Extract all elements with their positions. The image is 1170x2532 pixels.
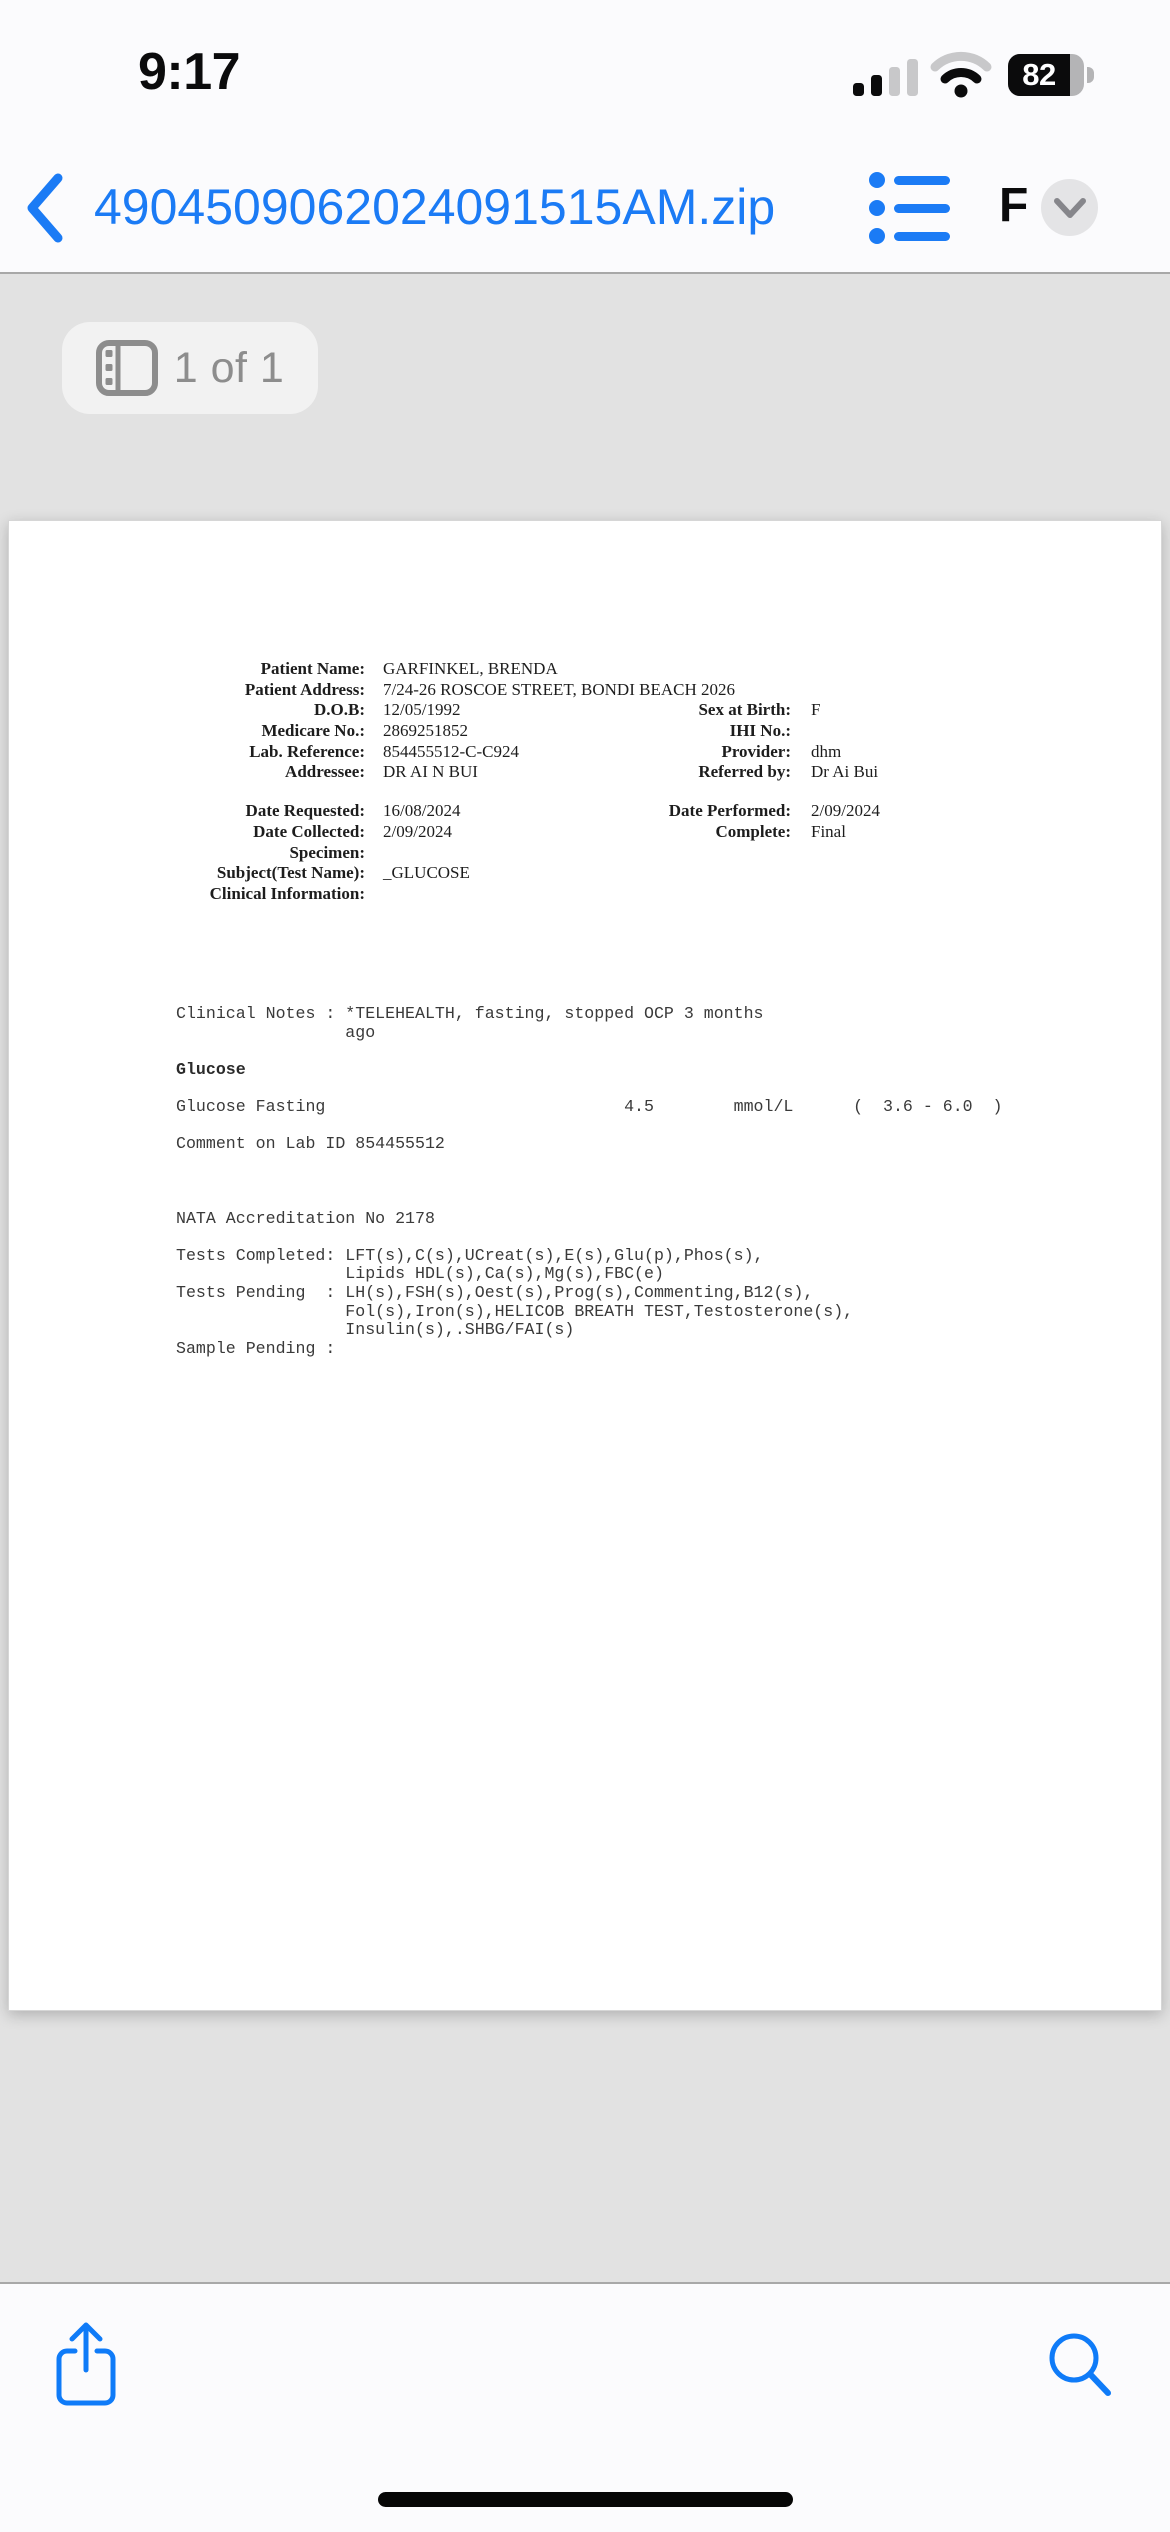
page-indicator[interactable] [62,322,318,414]
lab-report-body [176,1005,1003,1358]
report-section-heading: Glucose [176,1059,246,1079]
field-label: Medicare No.: [261,721,365,741]
field-label: Referred by: [698,762,791,782]
field-label: Specimen: [289,842,365,862]
report-line: Tests Completed: LFT(s),C(s),UCreat(s),E(s),Glu(p),Phos(s), [176,1245,764,1265]
info-row [9,884,1163,905]
info-row [9,721,1163,742]
report-line: Tests Pending : LH(s),FSH(s),Oest(s),Prog(s),Commenting,B12(s), [176,1282,814,1302]
field-value: 2/09/2024 [811,801,880,821]
chevron-down-icon [1052,195,1088,221]
field-value: 12/05/1992 [383,700,461,720]
home-indicator[interactable] [378,2492,793,2507]
search-button[interactable] [1044,2328,1116,2400]
search-icon [1044,2328,1116,2400]
info-row [9,680,1163,701]
top-chrome [0,0,1170,274]
report-line [176,1154,1003,1173]
report-line [176,1228,1003,1247]
battery-icon [1008,54,1096,96]
page-indicator-label: 1 of 1 [173,343,285,392]
patient-info-block [9,659,1163,905]
report-line: Insulin(s),.SHBG/FAI(s) [176,1320,575,1340]
field-label: Date Performed: [668,801,791,821]
info-row [9,742,1163,763]
field-value: _GLUCOSE [383,863,470,883]
wifi-icon [928,48,994,103]
field-label: Addressee: [285,762,365,782]
field-label: Complete: [715,821,791,841]
field-value: 2/09/2024 [383,821,452,841]
field-value: 16/08/2024 [383,801,461,821]
report-line: Comment on Lab ID 854455512 [176,1134,445,1154]
info-row [9,700,1163,721]
report-line [176,1079,1003,1098]
field-label: Patient Name: [260,659,365,678]
report-line [176,1042,1003,1061]
field-value: F [811,700,821,720]
report-line: Clinical Notes : *TELEHEALTH, fasting, stopped OCP 3 months [176,1004,764,1023]
info-row [9,863,1163,884]
field-value: 854455512-C-C924 [383,741,519,761]
expand-menu-button[interactable] [1041,179,1098,236]
info-row [9,801,1163,822]
info-row [9,762,1163,783]
field-value: 7/24-26 ROSCOE STREET, BONDI BEACH 2026 [383,679,735,699]
status-time: 9:17 [138,43,241,101]
field-label: Clinical Information: [209,883,365,903]
report-result-line: Glucose Fasting 4.5 mmol/L ( 3.6 - 6.0 ) [176,1096,1003,1116]
report-line: NATA Accreditation No 2178 [176,1208,435,1228]
field-value: Final [811,821,846,841]
field-label: Patient Address: [244,679,365,699]
field-label: Provider: [721,741,791,761]
info-row [9,659,1163,680]
field-label: IHI No.: [729,721,791,741]
field-value: Dr Ai Bui [811,762,879,782]
report-line: Sample Pending : [176,1338,336,1358]
report-line [176,1172,1003,1191]
report-line: ago [176,1022,376,1042]
document-title: 4904509062024091515AM.zip [94,179,776,235]
field-value: dhm [811,741,842,761]
info-row [9,843,1163,864]
sidebar-thumbnails-icon [96,340,158,396]
field-label: Date Collected: [253,821,365,841]
field-value: GARFINKEL, BRENDA [383,659,558,678]
field-value: DR AI N BUI [383,762,478,782]
battery-percent: 82 [1022,57,1056,92]
pdf-page[interactable] [8,520,1162,2011]
share-icon [50,2318,122,2410]
report-line [176,1191,1003,1210]
truncated-trailing-label: F [999,179,1029,232]
field-label: D.O.B: [314,700,365,720]
table-of-contents-button[interactable] [860,164,952,252]
report-line: Fol(s),Iron(s),HELICOB BREATH TEST,Testosterone(s), [176,1301,854,1321]
report-line [176,1117,1003,1136]
info-row [9,822,1163,843]
share-button[interactable] [50,2318,122,2410]
report-line: Lipids HDL(s),Ca(s),Mg(s),FBC(e) [176,1264,664,1284]
field-label: Subject(Test Name): [216,863,365,883]
field-label: Lab. Reference: [249,741,365,761]
back-button[interactable] [18,168,78,248]
field-label: Sex at Birth: [698,700,791,720]
cellular-signal-icon [853,52,921,96]
field-value: 2869251852 [383,721,468,741]
field-label: Date Requested: [245,801,365,821]
